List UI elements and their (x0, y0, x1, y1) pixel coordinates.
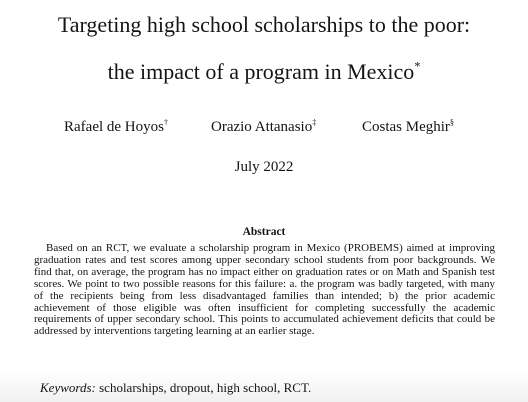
abstract-heading: Abstract (242, 226, 286, 238)
paper-title-line-2 (0, 59, 528, 85)
author-3-name: Costas Meghir (362, 119, 450, 135)
publication-date: July 2022 (234, 159, 294, 175)
author-2-name: Orazio Attanasio (211, 119, 313, 135)
author-1 (64, 119, 168, 136)
author-1-name: Rafael de Hoyos (64, 119, 164, 135)
keywords-line (40, 380, 311, 396)
author-1-footnote-mark: † (163, 118, 169, 127)
author-list (0, 119, 528, 139)
title-line-2-text: the impact of a program in Mexico (107, 59, 415, 84)
author-2 (211, 119, 316, 136)
author-2-footnote-mark: ‡ (312, 118, 317, 127)
author-3-footnote-mark: § (449, 118, 455, 127)
title-footnote-mark: * (414, 59, 421, 74)
keywords-text: scholarships, dropout, high school, RCT. (99, 380, 312, 395)
keywords-label: Keywords: (40, 380, 96, 395)
abstract-body: Based on an RCT, we evaluate a scholarship program in Mexico (PROBEMS) aimed at improving graduation rates and test scores among upper secondary school students from poor backgrounds. We find that, on average, the program has no impact either on graduation rates or on Math and Spanish test scores. We point to two possible reasons for this failure: a. the program was badly targeted, with many of the recipients being from less disadvantaged families than intended; b) the prior academic achievement of those eligible was often insufficient for completing successfully the academic requirements of upper secondary school. This points to accumulated achievement deficits that could be addressed by interventions targeting learning at an earlier stage. (34, 242, 495, 338)
author-3 (362, 119, 454, 136)
paper-title-line-1 (0, 12, 528, 38)
title-line-1-text: Targeting high school scholarships to the poor: (57, 12, 471, 37)
